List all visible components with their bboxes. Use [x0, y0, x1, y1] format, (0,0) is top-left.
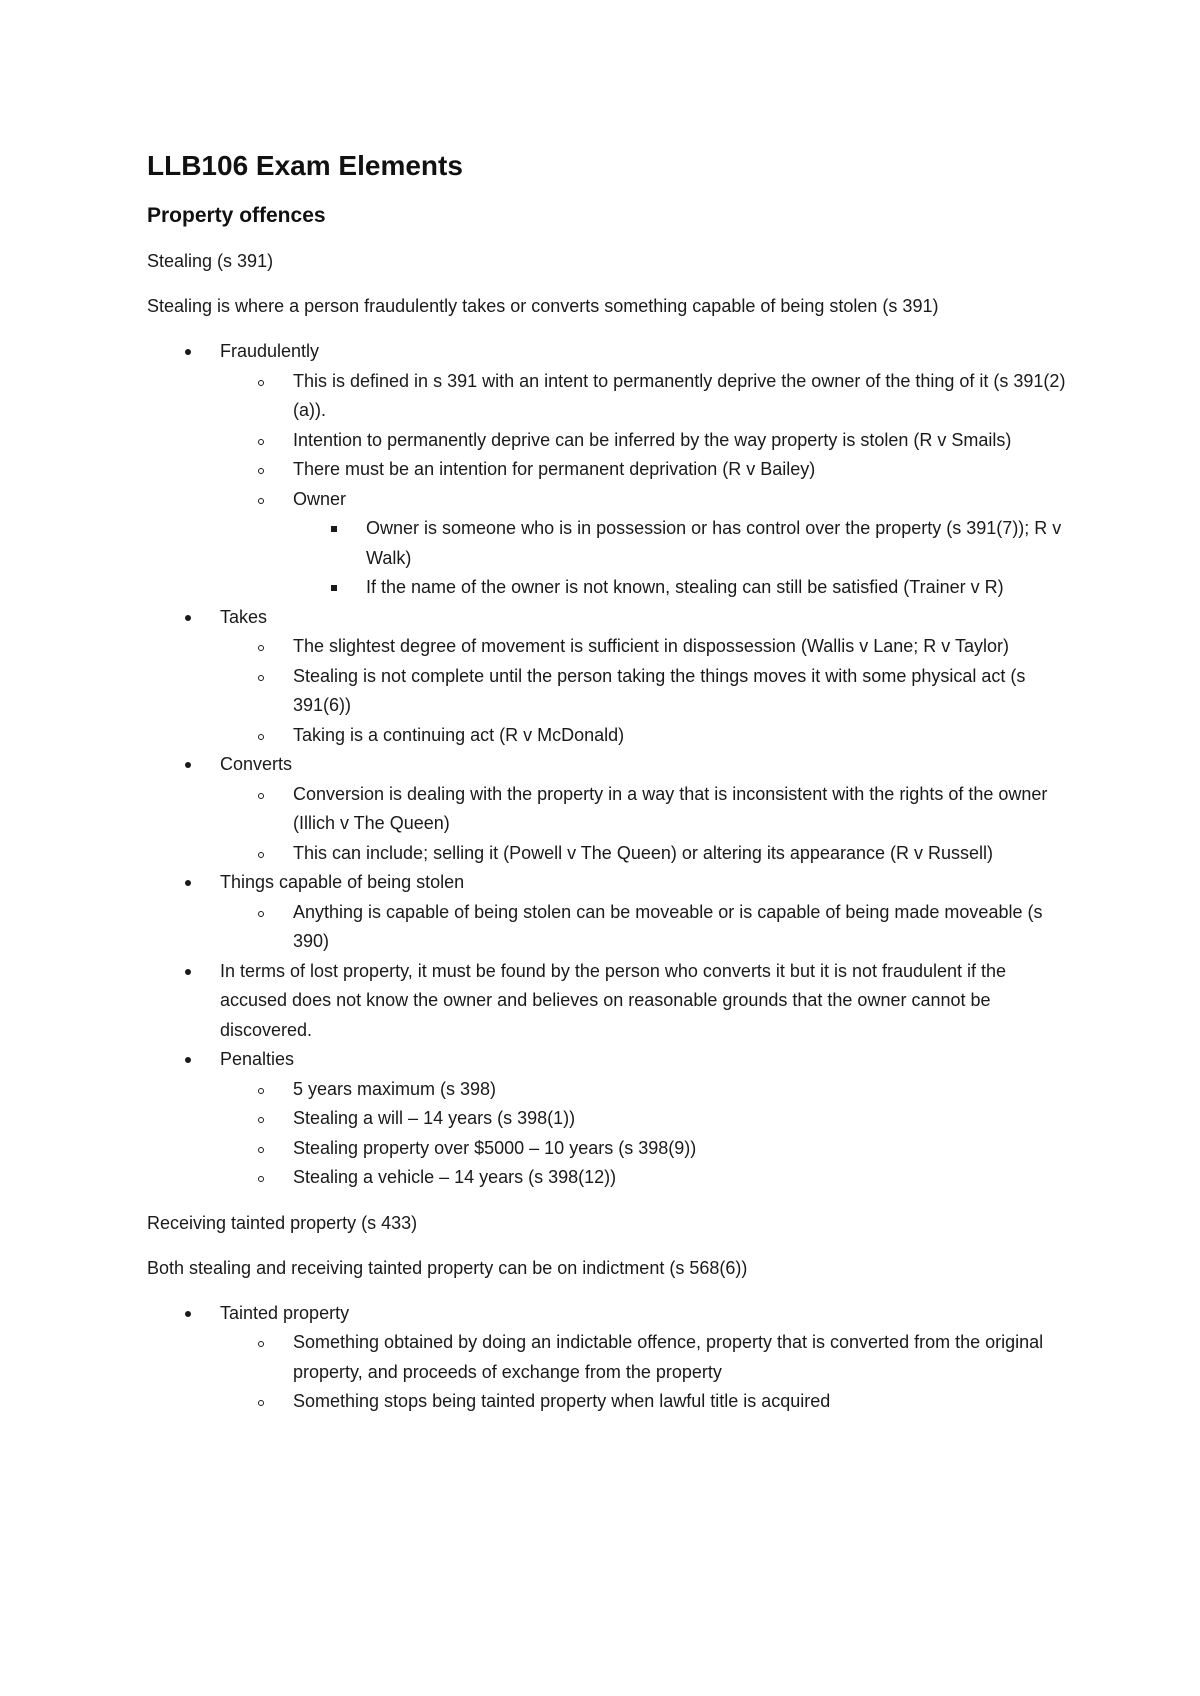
list-item-text: Something stops being tainted property when lawful title is acquired: [293, 1391, 831, 1411]
list-item: [220, 839, 1067, 869]
list-item: [220, 721, 1067, 751]
lost-property-text: In terms of lost property, it must be found by the person who converts it but it is not fraudulent if the accused does not know the owner and believes on reasonable grounds that the owner cannot be discovered.: [220, 960, 1007, 1040]
list-item-text: There must be an intention for permanent deprivation (R v Bailey): [293, 459, 816, 479]
receiving-elements-list: [147, 1299, 1067, 1417]
list-item: [293, 514, 1067, 573]
list-item: [220, 898, 1067, 957]
list-item-text: Stealing is not complete until the person taking the things moves it with some physical act (s 391(6)): [293, 665, 1026, 715]
list-item: [147, 1299, 1067, 1417]
list-item-text: Stealing property over $5000 – 10 years (s 398(9)): [293, 1137, 697, 1158]
section-heading: Property offences: [147, 204, 326, 227]
list-item: [220, 367, 1067, 426]
document-body: [147, 148, 1067, 1417]
list-item: [220, 780, 1067, 839]
sub-list: [220, 367, 1067, 603]
list-item-text: Anything is capable of being stolen can be moveable or is capable of being made moveable (s 390): [293, 901, 1043, 951]
list-item: [147, 868, 1067, 957]
list-item-text: If the name of the owner is not known, stealing can still be satisfied (Trainer v R): [366, 577, 1004, 597]
list-item: [220, 632, 1067, 662]
list-item-text: Stealing a will – 14 years (s 398(1)): [293, 1108, 576, 1128]
list-item-text: Taking is a continuing act (R v McDonald): [293, 724, 625, 745]
list-item-text: Stealing a vehicle – 14 years (s 398(12)): [293, 1167, 617, 1187]
list-item-text: This is defined in s 391 with an intent to permanently deprive the owner of the thing of it (s 391(2)(a)).: [293, 370, 1066, 420]
list-item: [220, 455, 1067, 485]
list-item-text: This can include; selling it (Powell v The Queen) or altering its appearance (R v Russell): [293, 842, 993, 863]
list-item: [220, 1328, 1067, 1387]
list-item-text: Conversion is dealing with the property in a way that is inconsistent with the rights of the owner (Illich v The Queen): [293, 783, 1048, 833]
list-item: [147, 957, 1067, 1046]
list-item-text: 5 years maximum (s 398): [293, 1078, 497, 1099]
list-item-text: Something obtained by doing an indictable offence, property that is converted from the original property, and proceeds of exchange from the property: [293, 1332, 1044, 1382]
list-item: [147, 1045, 1067, 1193]
sub-list: [220, 1328, 1067, 1417]
sub-list: [220, 1075, 1067, 1193]
list-item-text: Owner: [293, 488, 347, 509]
element-label: Penalties: [220, 1049, 295, 1069]
document-title: LLB106 Exam Elements: [147, 150, 463, 181]
list-item: [147, 603, 1067, 751]
sub-list: [220, 632, 1067, 750]
list-item: [220, 1387, 1067, 1417]
list-item-text: Intention to permanently deprive can be inferred by the way property is stolen (R v Smails): [293, 429, 1012, 450]
receiving-intro: Both stealing and receiving tainted property can be on indictment (s 568(6)): [147, 1257, 748, 1278]
element-label: Takes: [220, 606, 268, 627]
sub-sub-list: [293, 514, 1067, 603]
list-item: [147, 750, 1067, 868]
element-label: Converts: [220, 754, 293, 774]
list-item: [293, 573, 1067, 603]
list-item: [220, 1134, 1067, 1164]
stealing-heading: Stealing (s 391): [147, 251, 274, 271]
element-label: Things capable of being stolen: [220, 872, 465, 892]
stealing-elements-list: [147, 337, 1067, 1193]
list-item: [220, 1104, 1067, 1134]
list-item-text: The slightest degree of movement is sufficient in dispossession (Wallis v Lane; R v Taylor): [293, 636, 1009, 656]
list-item: [220, 426, 1067, 456]
list-item: [220, 662, 1067, 721]
sub-list: [220, 780, 1067, 869]
list-item: [147, 337, 1067, 603]
element-label: Fraudulently: [220, 341, 320, 361]
list-item-text: Owner is someone who is in possession or has control over the property (s 391(7)); R v Walk): [366, 518, 1062, 568]
receiving-heading: Receiving tainted property (s 433): [147, 1212, 418, 1233]
sub-list: [220, 898, 1067, 957]
list-item: [220, 1075, 1067, 1105]
element-label: Tainted property: [220, 1302, 350, 1323]
list-item: [220, 1163, 1067, 1193]
list-item: [220, 485, 1067, 603]
stealing-intro: Stealing is where a person fraudulently takes or converts something capable of being stolen (s 391): [147, 296, 939, 316]
